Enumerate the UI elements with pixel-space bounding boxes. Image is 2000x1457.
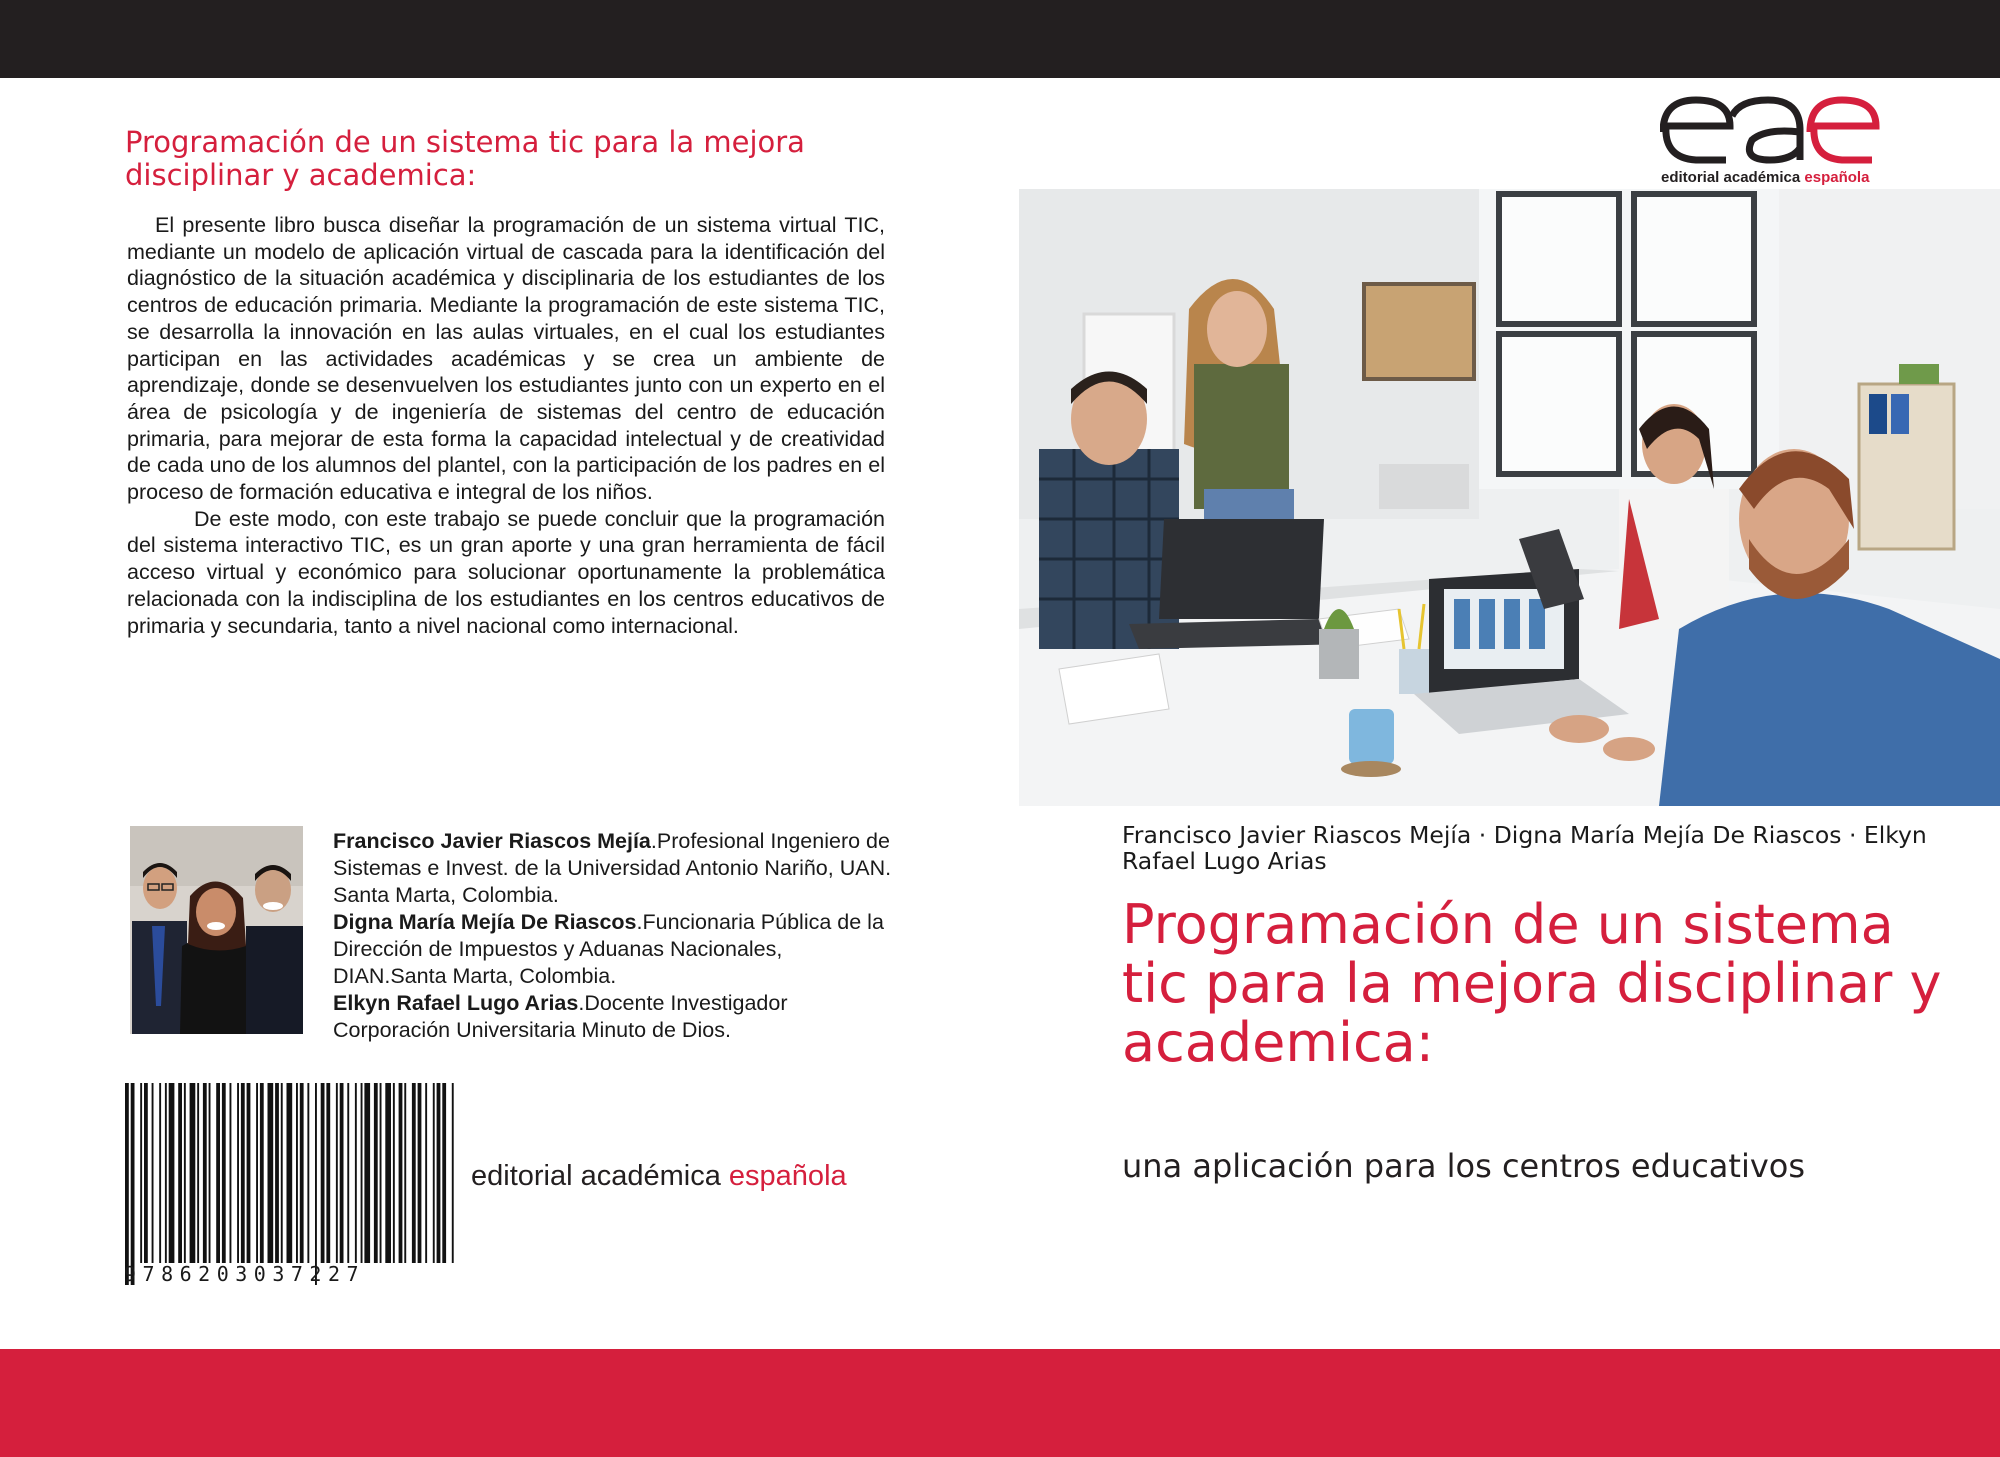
bio-3 (333, 990, 893, 1044)
bio-3-name: Elkyn Rafael Lugo Arias (333, 991, 579, 1015)
back-cover-title: Programación de un sistema tic para la mejora disciplinar y academica: (125, 125, 805, 192)
svg-text:editorial académica española (1661, 169, 1870, 186)
bio-1-name: Francisco Javier Riascos Mejía (333, 829, 651, 853)
bio-1-text: .Profesional Ingeniero de Sistemas e Invest. de la Universidad Antonio Nariño, UAN. Santa Marta, Colombia. (333, 829, 892, 907)
logo-tagline-accent: española (1804, 169, 1870, 186)
imprint-accent: española (728, 1160, 847, 1192)
cover-authors: Francisco Javier Riascos Mejía · Digna María Mejía De Riascos · Elkyn Rafael Lugo Arias (1122, 821, 1927, 875)
publisher-imprint (471, 1160, 847, 1193)
bio-3-text: .Docente Investigador Corporación Universitaria Minuto de Dios. (333, 991, 788, 1042)
bio-1 (333, 828, 893, 909)
bio-2-text: .Funcionaria Pública de la Dirección de Impuestos y Aduanas Nacionales, DIAN.Santa Marta, Colombia. (333, 910, 884, 988)
cover-subtitle: una aplicación para los centros educativos (1122, 1147, 1806, 1185)
bio-2-name: Digna María Mejía De Riascos (333, 910, 637, 934)
blurb-paragraph-1: El presente libro busca diseñar la programación de un sistema virtual TIC, mediante un modelo de aplicación virtual de cascada para la identificación del diagnóstico de la situación académica y disciplinaria de los estudiantes de los centros de educación primaria. Mediante la programación de este sistema TIC, se desarrolla la innovación en las aulas virtuales, en el cual los estudiantes participan en las actividades académicas y se crea un ambiente de aprendizaje, donde se desenvuelven los estudiantes junto con un experto en el área de psicología y de ingeniería de sistemas del centro de educación primaria, para mejorar de esta forma la capacidad intelectual y de creatividad de cada uno de los alumnos del plantel, con la participación de los padres en el proceso de formación educativa e integral de los niños. (127, 213, 885, 505)
author-bios (333, 828, 893, 1044)
top-band (0, 0, 2000, 78)
bio-2 (333, 909, 893, 990)
logo-tagline-main: editorial académica (1661, 169, 1805, 186)
bottom-band (0, 1349, 2000, 1457)
authors-photo (130, 826, 303, 1034)
isbn-digits: 9786203037227 (124, 1262, 366, 1286)
publisher-logo (1660, 96, 1885, 188)
blurb-paragraph-2: De este modo, con este trabajo se puede concluir que la programación del sistema interactivo TIC, es un gran aporte y una gran herramienta de fácil acceso virtual y económico para solucionar oportunamente la problemática relacionada con la indisciplina de los estudiantes en los centros educativos de primaria y secundaria, tanto a nivel nacional como internacional. (127, 506, 885, 638)
cover-title: Programación de un sistema tic para la mejora disciplinar y academica: (1122, 893, 1942, 1074)
imprint-main: editorial académica (471, 1160, 729, 1192)
back-cover-blurb (127, 212, 885, 639)
barcode (125, 1083, 455, 1285)
cover-photo-office (1019, 189, 2000, 806)
